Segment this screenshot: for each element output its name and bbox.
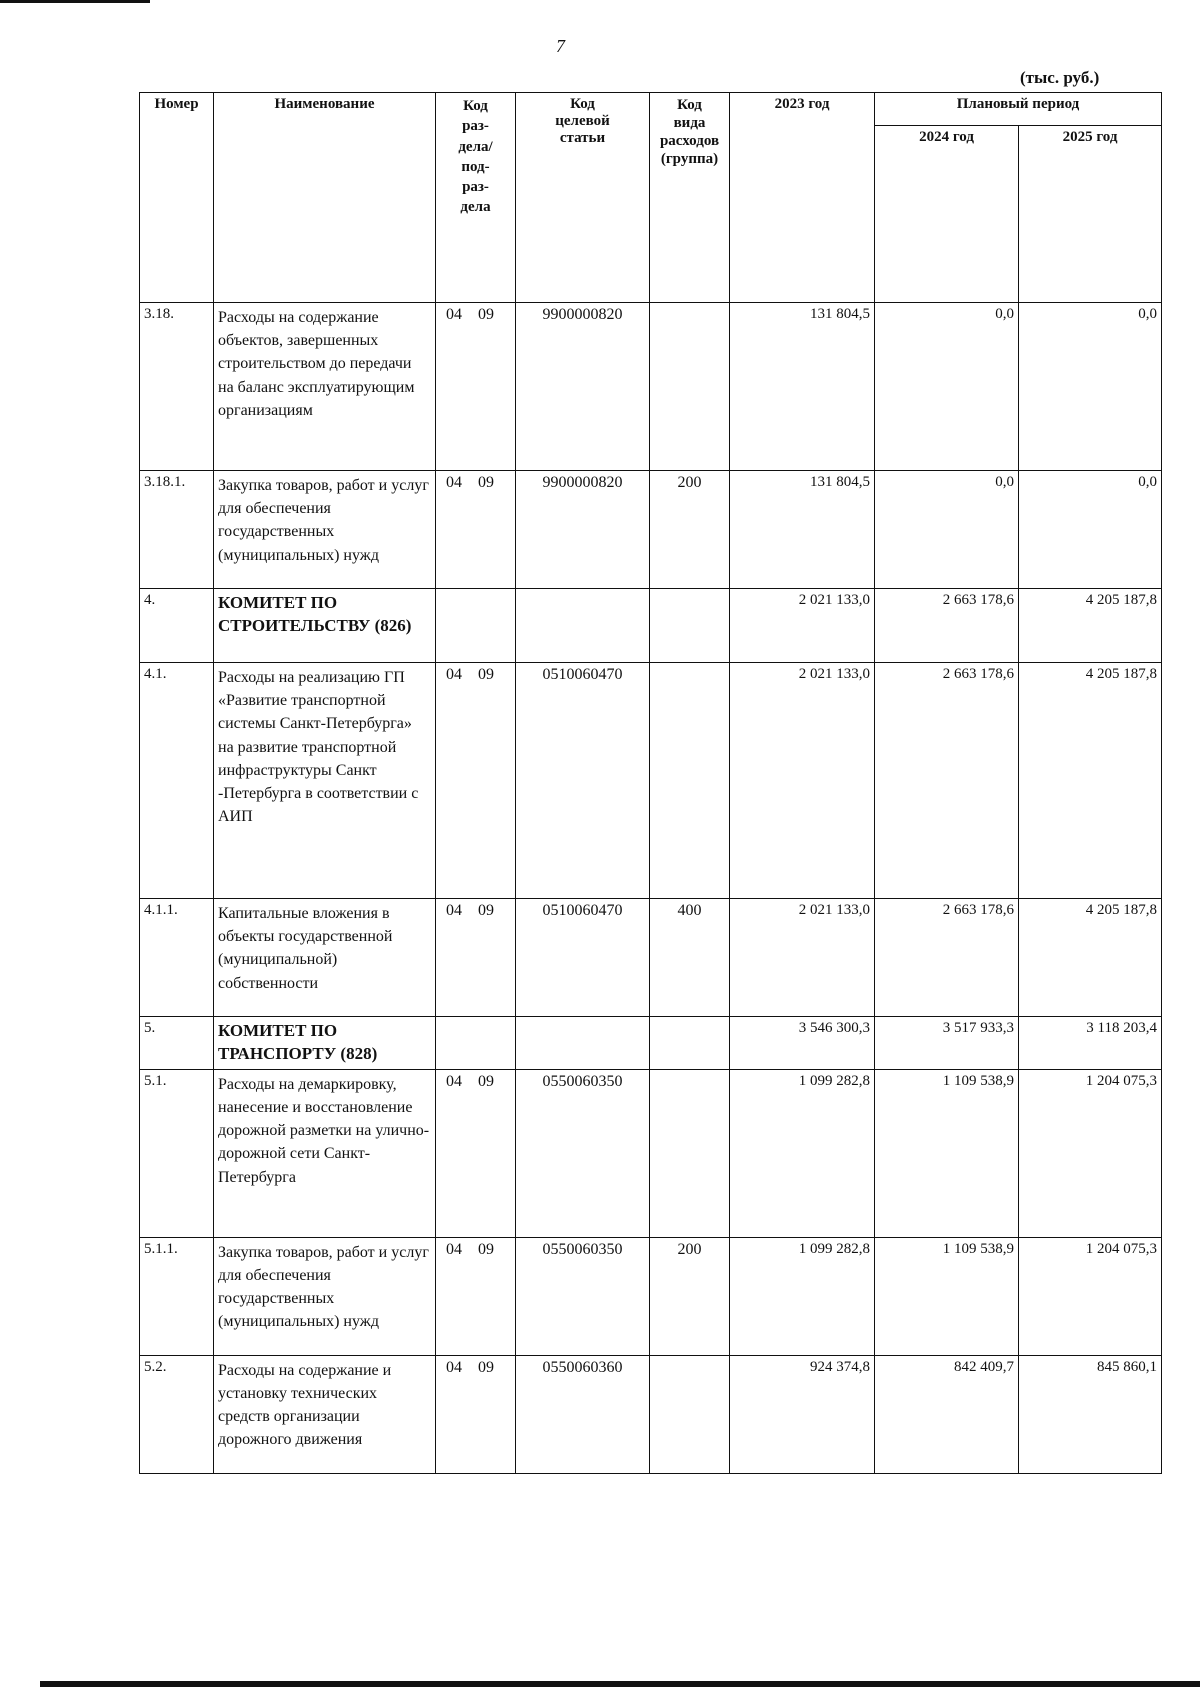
row-vid	[650, 1355, 730, 1473]
header-razdel-line: дела/	[458, 138, 493, 155]
table-row	[140, 471, 1162, 589]
row-name: Расходы на содержание и установку технических средств организации дорожного движения	[214, 1355, 436, 1473]
podrazdel-code: 09	[478, 474, 494, 491]
razdel-code: 04	[446, 902, 462, 919]
row-number: 4.1.	[140, 663, 214, 899]
row-2023: 2 021 133,0	[730, 663, 875, 899]
header-vid-line: (группа)	[660, 151, 719, 167]
row-target: 0550060360	[516, 1355, 650, 1473]
row-number: 5.1.	[140, 1069, 214, 1237]
header-razdel-line: под-	[461, 158, 490, 175]
row-number: 5.1.1.	[140, 1237, 214, 1355]
row-2024: 1 109 538,9	[875, 1069, 1019, 1237]
table-row	[140, 1237, 1162, 1355]
row-2024: 2 663 178,6	[875, 663, 1019, 899]
razdel-code: 04	[446, 306, 462, 323]
header-2025: 2025 год	[1019, 126, 1162, 303]
row-2024: 3 517 933,3	[875, 1017, 1019, 1070]
podrazdel-code: 09	[478, 666, 494, 683]
row-target: 9900000820	[516, 303, 650, 471]
row-2023: 3 546 300,3	[730, 1017, 875, 1070]
podrazdel-code: 09	[478, 1240, 494, 1258]
header-2024: 2024 год	[875, 126, 1019, 303]
row-razdel	[436, 1237, 516, 1355]
header-target-line: целевой	[555, 113, 610, 129]
header-2023: 2023 год	[730, 93, 875, 303]
row-number: 4.1.1.	[140, 899, 214, 1017]
row-2024: 0,0	[875, 471, 1019, 589]
row-2025: 0,0	[1019, 303, 1162, 471]
podrazdel-code: 09	[478, 1072, 494, 1090]
row-number: 5.2.	[140, 1355, 214, 1473]
row-2024: 2 663 178,6	[875, 589, 1019, 663]
header-vid-line: вида	[673, 115, 706, 131]
units-label: (тыс. руб.)	[1020, 68, 1100, 87]
row-name: Закупка товаров, работ и услуг для обеспечения государственных (муниципальных) нужд	[214, 1237, 436, 1355]
row-2023: 131 804,5	[730, 471, 875, 589]
row-number: 3.18.1.	[140, 471, 214, 589]
row-razdel	[436, 303, 516, 471]
header-name: Наименование	[214, 93, 436, 303]
table-row	[140, 589, 1162, 663]
table-row	[140, 1069, 1162, 1237]
row-razdel	[436, 471, 516, 589]
row-razdel	[436, 1355, 516, 1473]
header-razdel-line: раз-	[462, 118, 489, 135]
header-razdel-line: дела	[460, 199, 491, 216]
row-target: 0510060470	[516, 899, 650, 1017]
podrazdel-code: 09	[478, 1358, 494, 1376]
row-name: КОМИТЕТ ПО СТРОИТЕЛЬСТВУ (826)	[214, 589, 436, 663]
row-2025: 4 205 187,8	[1019, 589, 1162, 663]
row-vid	[650, 303, 730, 471]
header-vid-line: расходов	[659, 133, 720, 149]
row-2025: 1 204 075,3	[1019, 1237, 1162, 1355]
row-razdel	[436, 663, 516, 899]
row-name: КОМИТЕТ ПО ТРАНСПОРТУ (828)	[214, 1017, 436, 1070]
row-target: 0550060350	[516, 1069, 650, 1237]
row-target	[516, 589, 650, 663]
header-target	[516, 93, 650, 303]
row-name: Закупка товаров, работ и услуг для обеспечения государственных (муниципальных) нужд	[214, 471, 436, 589]
header-planned-period: Плановый период	[875, 93, 1162, 126]
row-2025: 0,0	[1019, 471, 1162, 589]
table-row	[140, 1017, 1162, 1070]
row-target: 9900000820	[516, 471, 650, 589]
row-2023: 131 804,5	[730, 303, 875, 471]
row-2024: 2 663 178,6	[875, 899, 1019, 1017]
row-name: Капитальные вложения в объекты государственной (муниципальной) собственности	[214, 899, 436, 1017]
row-2024: 842 409,7	[875, 1355, 1019, 1473]
row-2025: 3 118 203,4	[1019, 1017, 1162, 1070]
row-2023: 1 099 282,8	[730, 1237, 875, 1355]
row-vid: 200	[650, 1237, 730, 1355]
header-razdel	[436, 93, 516, 303]
header-vid-line: Код	[677, 97, 702, 113]
razdel-code: 04	[446, 474, 462, 491]
row-number: 4.	[140, 589, 214, 663]
row-name: Расходы на реализацию ГП «Развитие транспортной системы Санкт-Петербурга» на развитие транспортной инфраструктуры Санкт -Петербурга в соответствии с АИП	[214, 663, 436, 899]
row-vid: 200	[650, 471, 730, 589]
budget-table	[139, 92, 1162, 1474]
header-target-line: Код	[570, 96, 595, 112]
row-target	[516, 1017, 650, 1070]
header-target-line: статьи	[559, 130, 606, 146]
row-2024: 1 109 538,9	[875, 1237, 1019, 1355]
row-vid	[650, 663, 730, 899]
row-2023: 2 021 133,0	[730, 899, 875, 1017]
row-2023: 1 099 282,8	[730, 1069, 875, 1237]
page-number: 7	[556, 36, 565, 56]
razdel-code: 04	[446, 666, 462, 683]
table-row	[140, 663, 1162, 899]
row-target: 0550060350	[516, 1237, 650, 1355]
row-number: 5.	[140, 1017, 214, 1070]
row-number: 3.18.	[140, 303, 214, 471]
row-2024: 0,0	[875, 303, 1019, 471]
razdel-code: 04	[446, 1072, 462, 1090]
podrazdel-code: 09	[478, 306, 494, 323]
row-vid: 400	[650, 899, 730, 1017]
header-number: Номер	[140, 93, 214, 303]
header-razdel-line: Код	[463, 98, 488, 114]
table-row	[140, 1355, 1162, 1473]
razdel-code: 04	[446, 1358, 462, 1376]
razdel-code: 04	[446, 1240, 462, 1258]
table-row	[140, 899, 1162, 1017]
header-razdel-line: раз-	[462, 179, 489, 195]
row-target: 0510060470	[516, 663, 650, 899]
row-vid	[650, 1017, 730, 1070]
row-vid	[650, 589, 730, 663]
row-vid	[650, 1069, 730, 1237]
row-name: Расходы на демаркировку, нанесение и восстановление дорожной разметки на улично-дорожной сети Санкт-Петербурга	[214, 1069, 436, 1237]
header-vid	[650, 93, 730, 303]
row-razdel	[436, 589, 516, 663]
row-2023: 2 021 133,0	[730, 589, 875, 663]
row-2025: 4 205 187,8	[1019, 899, 1162, 1017]
row-razdel	[436, 899, 516, 1017]
row-2025: 845 860,1	[1019, 1355, 1162, 1473]
row-razdel	[436, 1069, 516, 1237]
row-2025: 4 205 187,8	[1019, 663, 1162, 899]
table-row	[140, 303, 1162, 471]
row-name: Расходы на содержание объектов, завершенных строительством до передачи на баланс эксплуатирующим организациям	[214, 303, 436, 471]
row-2025: 1 204 075,3	[1019, 1069, 1162, 1237]
top-rule	[0, 0, 150, 3]
row-2023: 924 374,8	[730, 1355, 875, 1473]
bottom-rule	[40, 1681, 1200, 1687]
podrazdel-code: 09	[478, 902, 494, 919]
row-razdel	[436, 1017, 516, 1070]
